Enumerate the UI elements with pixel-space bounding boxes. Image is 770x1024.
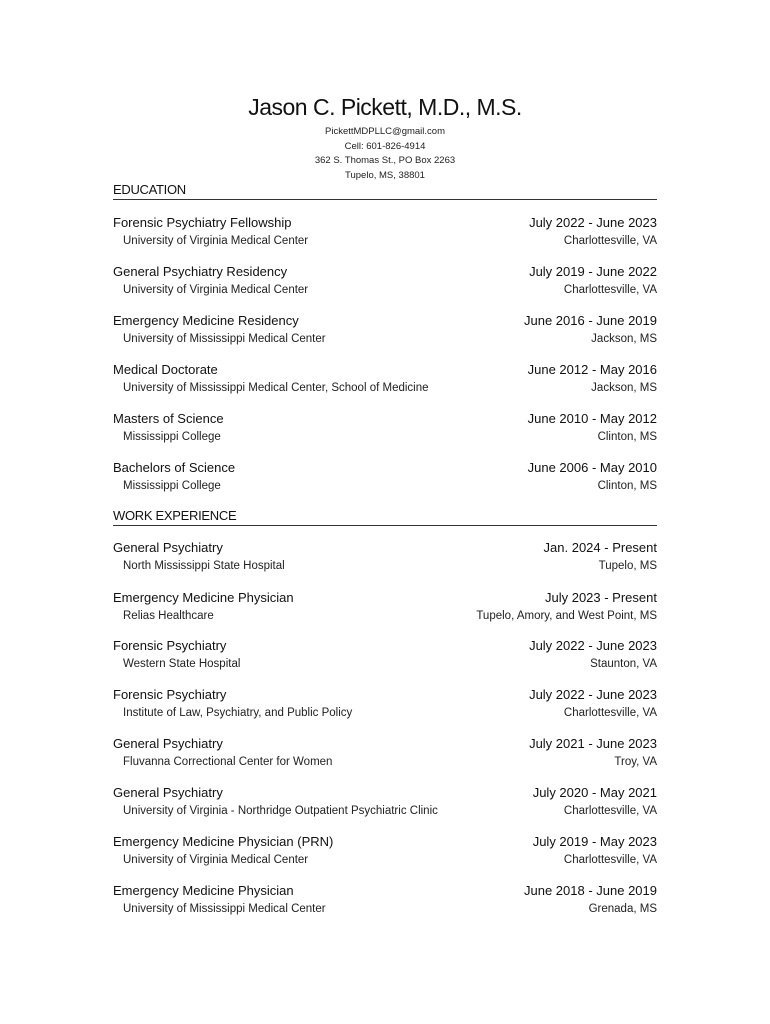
entry-dates: June 2006 - May 2010 bbox=[527, 460, 657, 475]
entry-title: Medical Doctorate bbox=[113, 362, 218, 377]
entry-location: Jackson, MS bbox=[591, 333, 657, 345]
contact-city: Tupelo, MS, 38801 bbox=[345, 169, 425, 181]
education-entry bbox=[113, 313, 657, 353]
entry-organization: University of Mississippi Medical Center, School of Medicine bbox=[123, 382, 429, 394]
entry-title: Bachelors of Science bbox=[113, 460, 236, 475]
resume-name: Jason C. Pickett, M.D., M.S. bbox=[248, 94, 522, 120]
entry-organization: North Mississippi State Hospital bbox=[123, 560, 285, 572]
entry-location: Staunton, VA bbox=[590, 658, 657, 670]
entry-title: Emergency Medicine Physician bbox=[113, 883, 294, 898]
entry-location: Charlottesville, VA bbox=[563, 805, 657, 817]
contact-block bbox=[0, 125, 770, 183]
entry-location: Grenada, MS bbox=[588, 903, 657, 915]
entry-title: Emergency Medicine Physician bbox=[113, 590, 294, 605]
entry-organization: University of Virginia Medical Center bbox=[123, 854, 309, 866]
entry-organization: Western State Hospital bbox=[123, 658, 241, 670]
work-entry bbox=[113, 785, 657, 825]
education-entry bbox=[113, 362, 657, 402]
entry-organization: Relias Healthcare bbox=[123, 610, 214, 622]
entry-location: Troy, VA bbox=[614, 756, 657, 768]
work-entry bbox=[113, 540, 657, 580]
entry-dates: July 2022 - June 2023 bbox=[529, 638, 657, 653]
entry-dates: June 2010 - May 2012 bbox=[527, 411, 657, 426]
entry-organization: Mississippi College bbox=[123, 480, 221, 492]
entry-organization: Mississippi College bbox=[123, 431, 221, 443]
entry-location: Tupelo, Amory, and West Point, MS bbox=[476, 610, 657, 622]
entry-dates: July 2019 - May 2023 bbox=[532, 834, 657, 849]
entry-title: Masters of Science bbox=[113, 411, 224, 426]
entry-title: Forensic Psychiatry bbox=[113, 687, 227, 702]
entry-title: General Psychiatry bbox=[113, 540, 223, 555]
work-experience-heading: WORK EXPERIENCE bbox=[113, 508, 657, 526]
contact-phone: Cell: 601-826-4914 bbox=[344, 140, 426, 152]
entry-title: Forensic Psychiatry bbox=[113, 638, 227, 653]
entry-dates: Jan. 2024 - Present bbox=[543, 540, 657, 555]
work-entry bbox=[113, 590, 657, 630]
entry-dates: July 2022 - June 2023 bbox=[529, 215, 657, 230]
entry-organization: University of Virginia Medical Center bbox=[123, 235, 309, 247]
entry-dates: June 2016 - June 2019 bbox=[524, 313, 657, 328]
entry-dates: June 2018 - June 2019 bbox=[524, 883, 657, 898]
entry-organization: University of Mississippi Medical Center bbox=[123, 333, 326, 345]
entry-location: Jackson, MS bbox=[591, 382, 657, 394]
entry-organization: Institute of Law, Psychiatry, and Public Policy bbox=[123, 707, 353, 719]
entry-dates: July 2020 - May 2021 bbox=[532, 785, 657, 800]
education-entry bbox=[113, 264, 657, 304]
entry-organization: University of Mississippi Medical Center bbox=[123, 903, 326, 915]
entry-organization: University of Virginia Medical Center bbox=[123, 284, 309, 296]
entry-title: General Psychiatry Residency bbox=[113, 264, 288, 279]
entry-location: Charlottesville, VA bbox=[563, 854, 657, 866]
entry-location: Clinton, MS bbox=[597, 480, 657, 492]
entry-organization: Fluvanna Correctional Center for Women bbox=[123, 756, 333, 768]
entry-title: General Psychiatry bbox=[113, 785, 223, 800]
entry-title: Emergency Medicine Residency bbox=[113, 313, 299, 328]
entry-title: General Psychiatry bbox=[113, 736, 223, 751]
work-entry bbox=[113, 834, 657, 874]
entry-title: Emergency Medicine Physician (PRN) bbox=[113, 834, 334, 849]
entry-location: Charlottesville, VA bbox=[563, 284, 657, 296]
entry-location: Tupelo, MS bbox=[598, 560, 657, 572]
contact-address: 362 S. Thomas St., PO Box 2263 bbox=[314, 155, 456, 166]
work-entry bbox=[113, 883, 657, 923]
work-entry bbox=[113, 638, 657, 678]
work-entry bbox=[113, 687, 657, 727]
work-entry bbox=[113, 736, 657, 776]
entry-dates: July 2022 - June 2023 bbox=[529, 687, 657, 702]
entry-dates: July 2019 - June 2022 bbox=[529, 264, 657, 279]
education-entry bbox=[113, 411, 657, 451]
education-heading: EDUCATION bbox=[113, 182, 657, 200]
education-entry bbox=[113, 215, 657, 255]
entry-dates: July 2023 - Present bbox=[544, 590, 657, 605]
contact-email: PickettMDPLLC@gmail.com bbox=[325, 126, 445, 137]
entry-organization: University of Virginia - Northridge Outpatient Psychiatric Clinic bbox=[123, 805, 438, 817]
entry-title: Forensic Psychiatry Fellowship bbox=[113, 215, 292, 230]
education-entry bbox=[113, 460, 657, 500]
entry-dates: July 2021 - June 2023 bbox=[529, 736, 657, 751]
entry-location: Clinton, MS bbox=[597, 431, 657, 443]
entry-location: Charlottesville, VA bbox=[563, 235, 657, 247]
entry-dates: June 2012 - May 2016 bbox=[527, 362, 657, 377]
entry-location: Charlottesville, VA bbox=[563, 707, 657, 719]
